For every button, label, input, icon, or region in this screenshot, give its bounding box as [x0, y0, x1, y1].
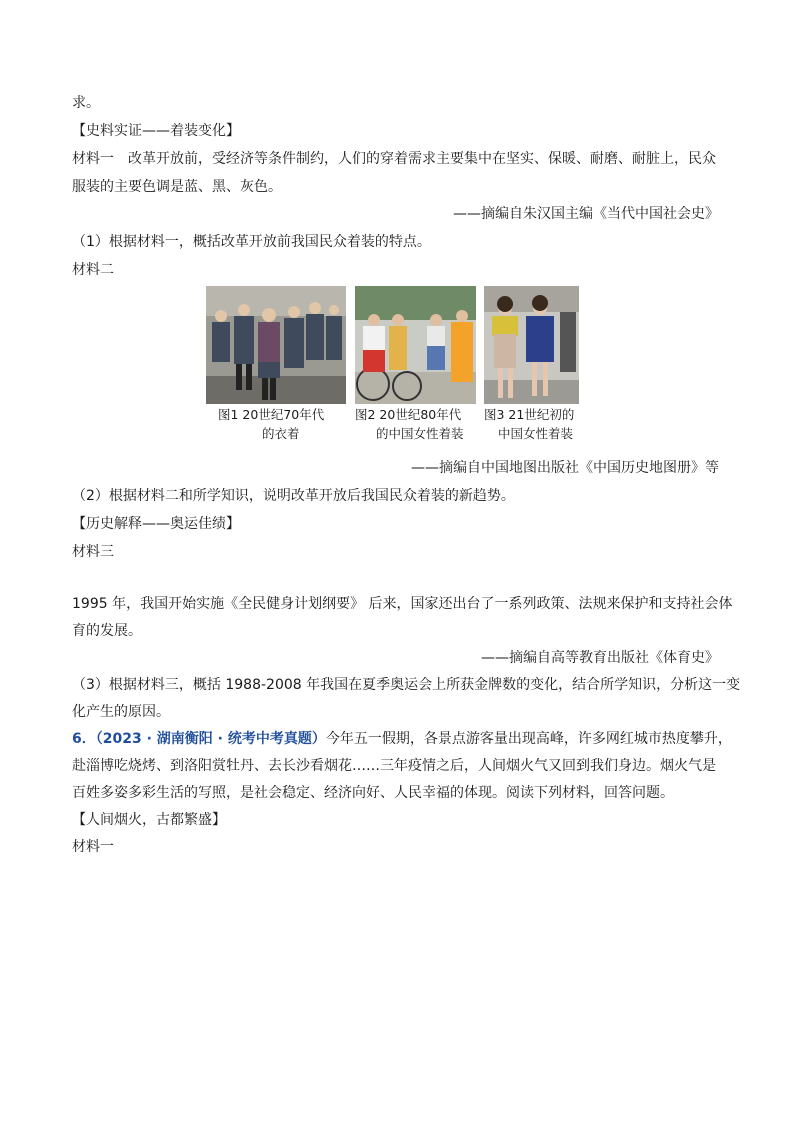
figure-caption: 中国女性着装: [498, 426, 574, 441]
question-6-intro: [72, 729, 732, 749]
photo-1980s-women-clothing: [355, 286, 476, 404]
question-text: 百姓多姿多彩生活的写照，是社会稳定、经济向好、人民幸福的体现。阅读下列材料，回答问题。: [72, 785, 674, 801]
material-label: 材料一: [72, 839, 114, 855]
source-citation: ——摘编自朱汉国主编《当代中国社会史》: [453, 206, 719, 222]
section-heading: 【人间烟火，古都繁盛】: [72, 812, 226, 828]
source-citation: ——摘编自高等教育出版社《体育史》: [481, 650, 719, 666]
material-label: 材料三: [72, 544, 114, 560]
material-text: 1995 年，我国开始实施《全民健身计划纲要》 后来，国家还出台了一系列政策、法规来保护和支持社会体: [72, 596, 733, 612]
question-source-tag: 6．（2023 · 湖南衡阳 · 统考中考真题）: [72, 731, 326, 747]
figure-caption: 图1 20世纪70年代: [218, 407, 325, 422]
material-text: 育的发展。: [72, 623, 142, 639]
question-text: 赴淄博吃烧烤、到洛阳赏牡丹、去长沙看烟花……三年疫情之后，人间烟火气又回到我们身边。烟火气是: [72, 758, 716, 774]
photo-21st-century-women-clothing: [484, 286, 579, 404]
question-text: （3）根据材料三，概括 1988-2008 年我国在夏季奥运会上所获金牌数的变化，结合所学知识，分析这一变: [72, 677, 741, 693]
text-line: 求。: [72, 95, 100, 111]
figure-caption: 的中国女性着装: [376, 426, 464, 441]
question-text: （2）根据材料二和所学知识，说明改革开放后我国民众着装的新趋势。: [72, 488, 515, 504]
section-heading: 【史料实证——着装变化】: [72, 123, 240, 139]
question-text: 化产生的原因。: [72, 704, 170, 720]
material-text: 材料一 改革开放前，受经济等条件制约，人们的穿着需求主要集中在坚实、保暖、耐磨、耐脏上，民众: [72, 151, 716, 167]
material-label: 材料二: [72, 262, 114, 278]
section-heading: 【历史解释——奥运佳绩】: [72, 516, 240, 532]
material-text: 服装的主要色调是蓝、黑、灰色。: [72, 179, 282, 195]
figure-caption: 图3 21世纪初的: [484, 407, 575, 422]
question-text: 今年五一假期，各景点游客量出现高峰，许多网红城市热度攀升，: [325, 731, 732, 747]
question-text: （1）根据材料一，概括改革开放前我国民众着装的特点。: [72, 234, 431, 250]
source-citation: ——摘编自中国地图出版社《中国历史地图册》等: [411, 460, 719, 476]
figure-caption: 图2 20世纪80年代: [355, 407, 462, 422]
figure-caption: 的衣着: [262, 426, 300, 441]
photo-1970s-clothing: [206, 286, 346, 404]
